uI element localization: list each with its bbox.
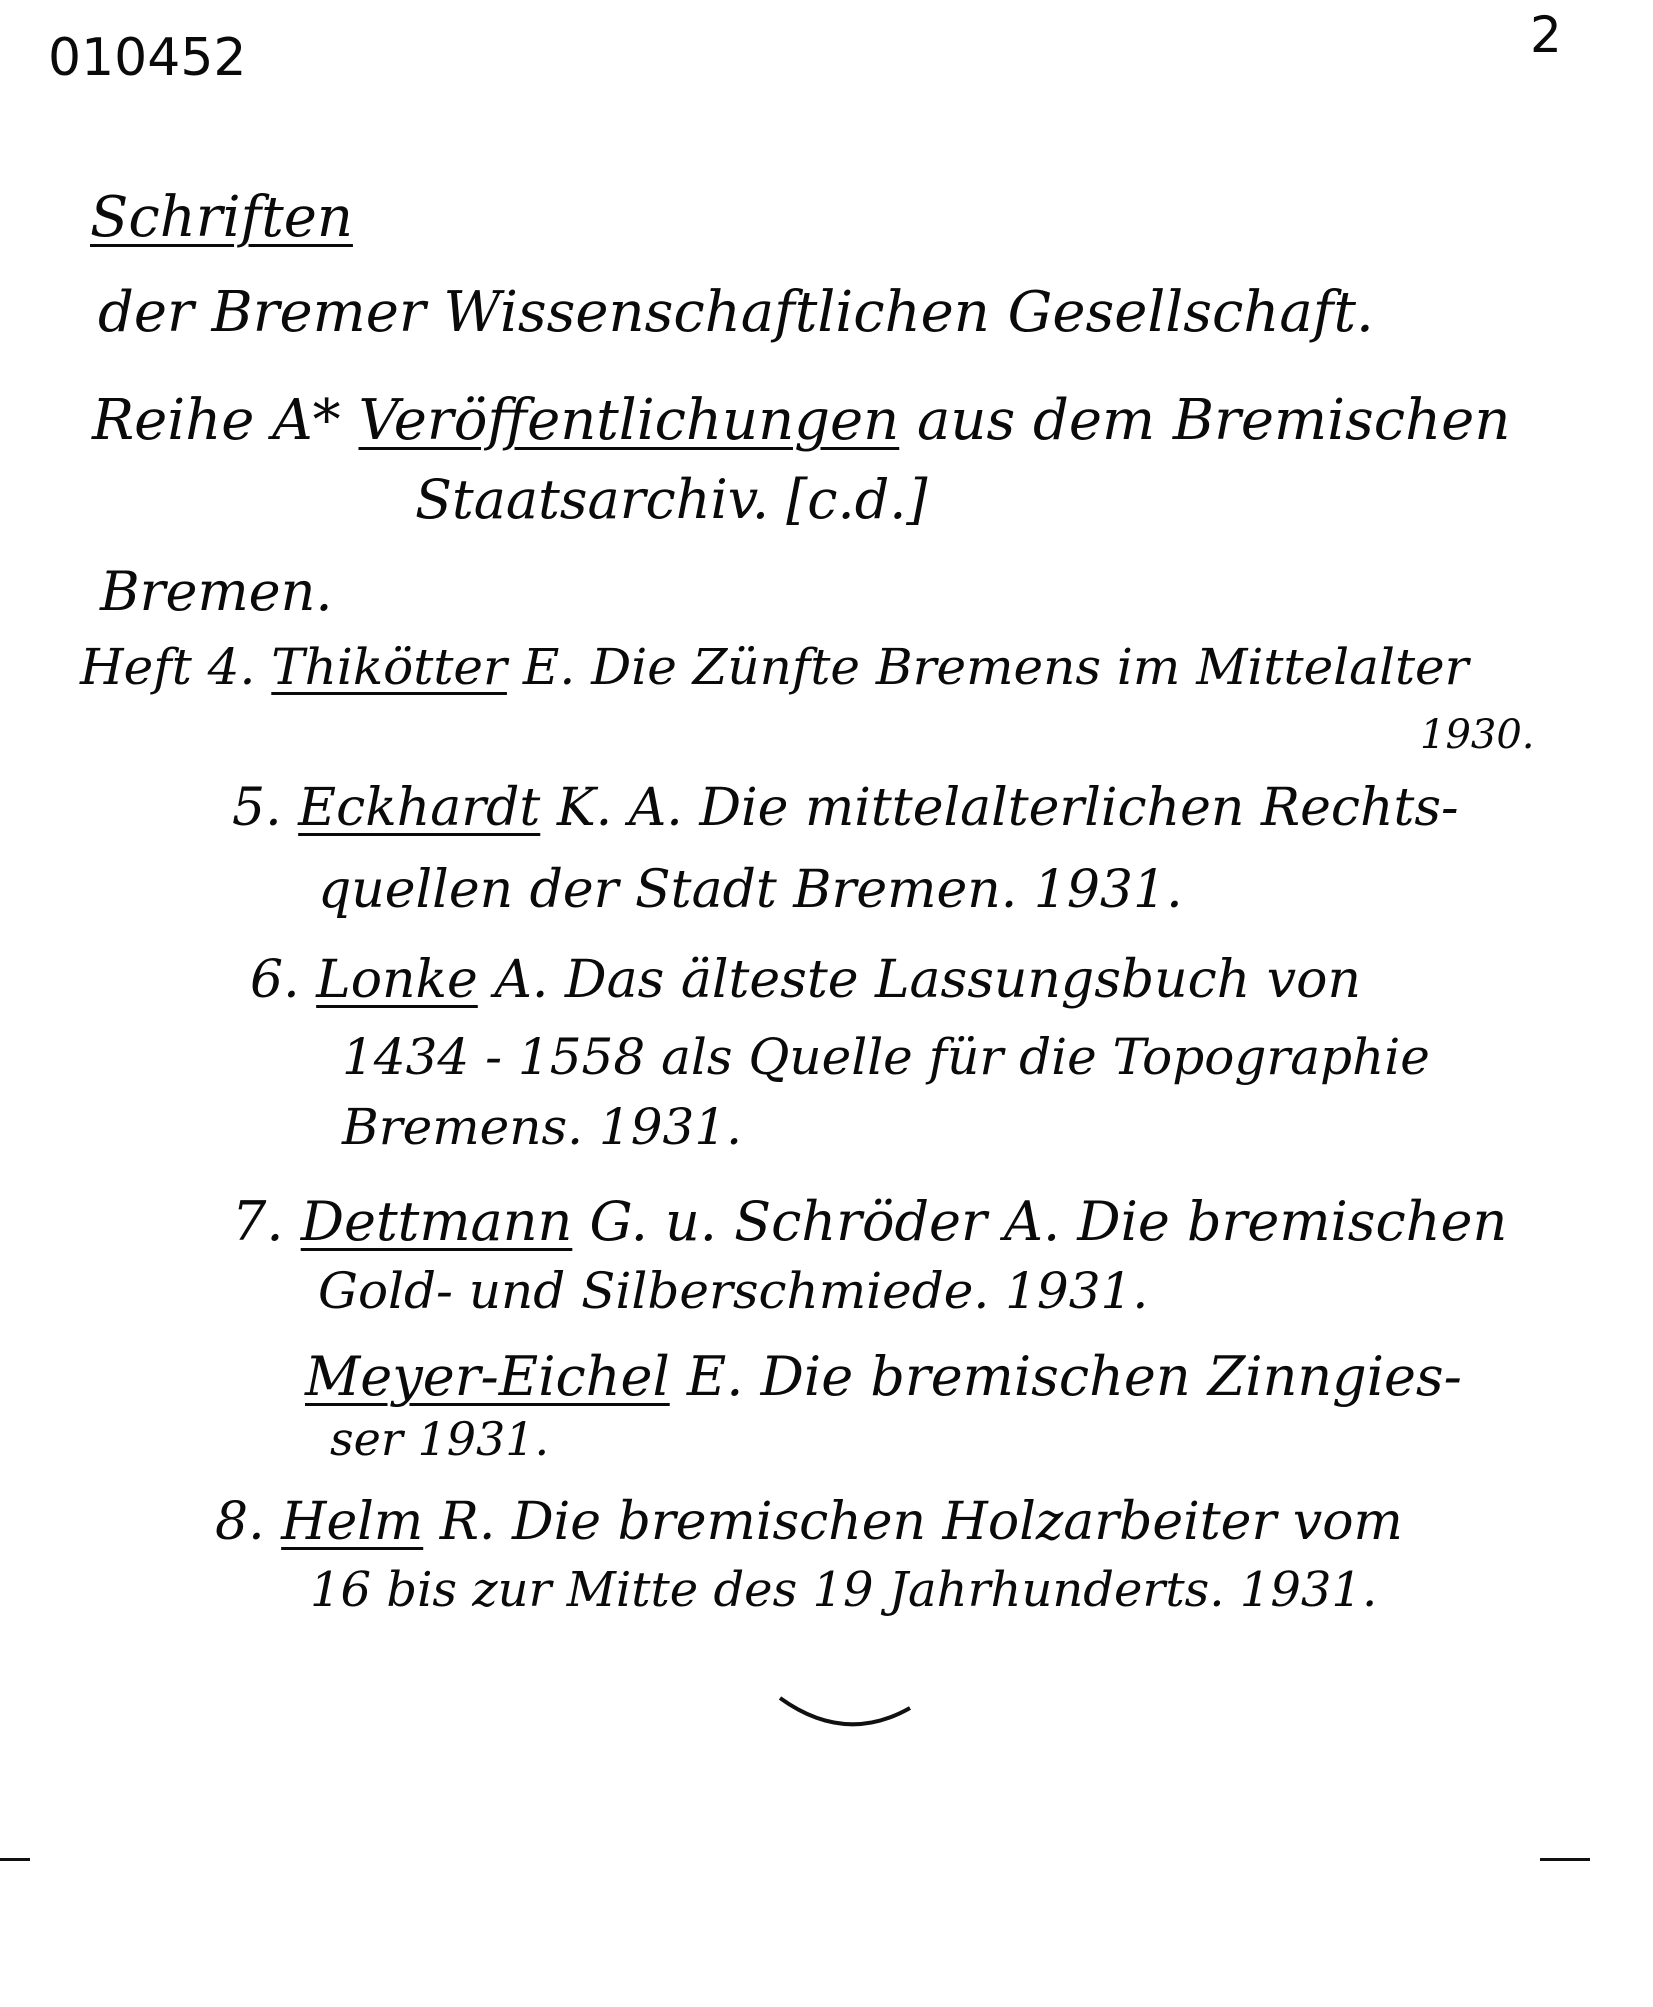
end-flourish bbox=[775, 1690, 915, 1740]
entry-6-cont-1: 1434 - 1558 als Quelle für die Topographie bbox=[342, 1028, 1430, 1086]
series-title: Schriften bbox=[90, 185, 353, 250]
society-name: der Bremer Wissenschaftlichen Gesellschaft. bbox=[98, 280, 1374, 345]
entry-text: G. u. Schröder A. Die bremischen bbox=[589, 1190, 1508, 1253]
entry-6-cont-2: Bremens. 1931. bbox=[342, 1098, 743, 1156]
entry-label: 7. bbox=[232, 1190, 284, 1253]
entry-author: Lonke bbox=[316, 950, 478, 1010]
entry-author: Dettmann bbox=[300, 1190, 573, 1253]
reihe-line bbox=[92, 388, 1510, 453]
entry-text: R. Die bremischen Holzarbeiter vom bbox=[439, 1492, 1403, 1552]
entry-8-cont: 16 bis zur Mitte des 19 Jahrhunderts. 1931. bbox=[310, 1562, 1378, 1618]
entry-heft-4 bbox=[80, 638, 1469, 696]
entry-text: E. Die Zünfte Bremens im Mittelalter bbox=[522, 638, 1469, 696]
entry-meyer-eichel bbox=[305, 1345, 1462, 1408]
scan-mark-right bbox=[1540, 1858, 1590, 1861]
entry-label: Heft 4. bbox=[80, 638, 256, 696]
entry-author: Thikötter bbox=[271, 638, 507, 696]
scan-mark-left bbox=[0, 1858, 30, 1861]
entry-6 bbox=[250, 950, 1361, 1010]
entry-heft-4-year: 1930. bbox=[1420, 712, 1535, 758]
entry-text: E. Die bremischen Zinngies- bbox=[686, 1345, 1462, 1408]
entry-text: K. A. Die mittelalterlichen Rechts- bbox=[556, 778, 1459, 838]
entry-text: A. Das älteste Lassungsbuch von bbox=[494, 950, 1361, 1010]
card-number: 010452 bbox=[48, 28, 247, 88]
reihe-rest: aus dem Bremischen bbox=[917, 388, 1511, 453]
entry-meyer-eichel-cont: ser 1931. bbox=[330, 1412, 550, 1466]
entry-author: Helm bbox=[281, 1492, 424, 1552]
reihe-label: Reihe A* bbox=[92, 388, 341, 453]
entry-author: Eckhardt bbox=[298, 778, 541, 838]
entry-label: 6. bbox=[250, 950, 300, 1010]
page-number: 2 bbox=[1530, 6, 1562, 64]
entry-5 bbox=[232, 778, 1459, 838]
entry-label: 8. bbox=[215, 1492, 265, 1552]
entry-7-cont: Gold- und Silberschmiede. 1931. bbox=[318, 1262, 1149, 1320]
entry-5-cont: quellen der Stadt Bremen. 1931. bbox=[318, 860, 1183, 920]
reihe-title: Veröffentlichungen bbox=[358, 388, 900, 453]
entry-7 bbox=[232, 1190, 1507, 1253]
entry-label: 5. bbox=[232, 778, 282, 838]
place: Bremen. bbox=[100, 560, 333, 623]
reihe-line-2: Staatsarchiv. [c.d.] bbox=[415, 468, 928, 531]
entry-8 bbox=[215, 1492, 1403, 1552]
entry-author-underlined: Meyer-Eichel bbox=[305, 1345, 670, 1408]
